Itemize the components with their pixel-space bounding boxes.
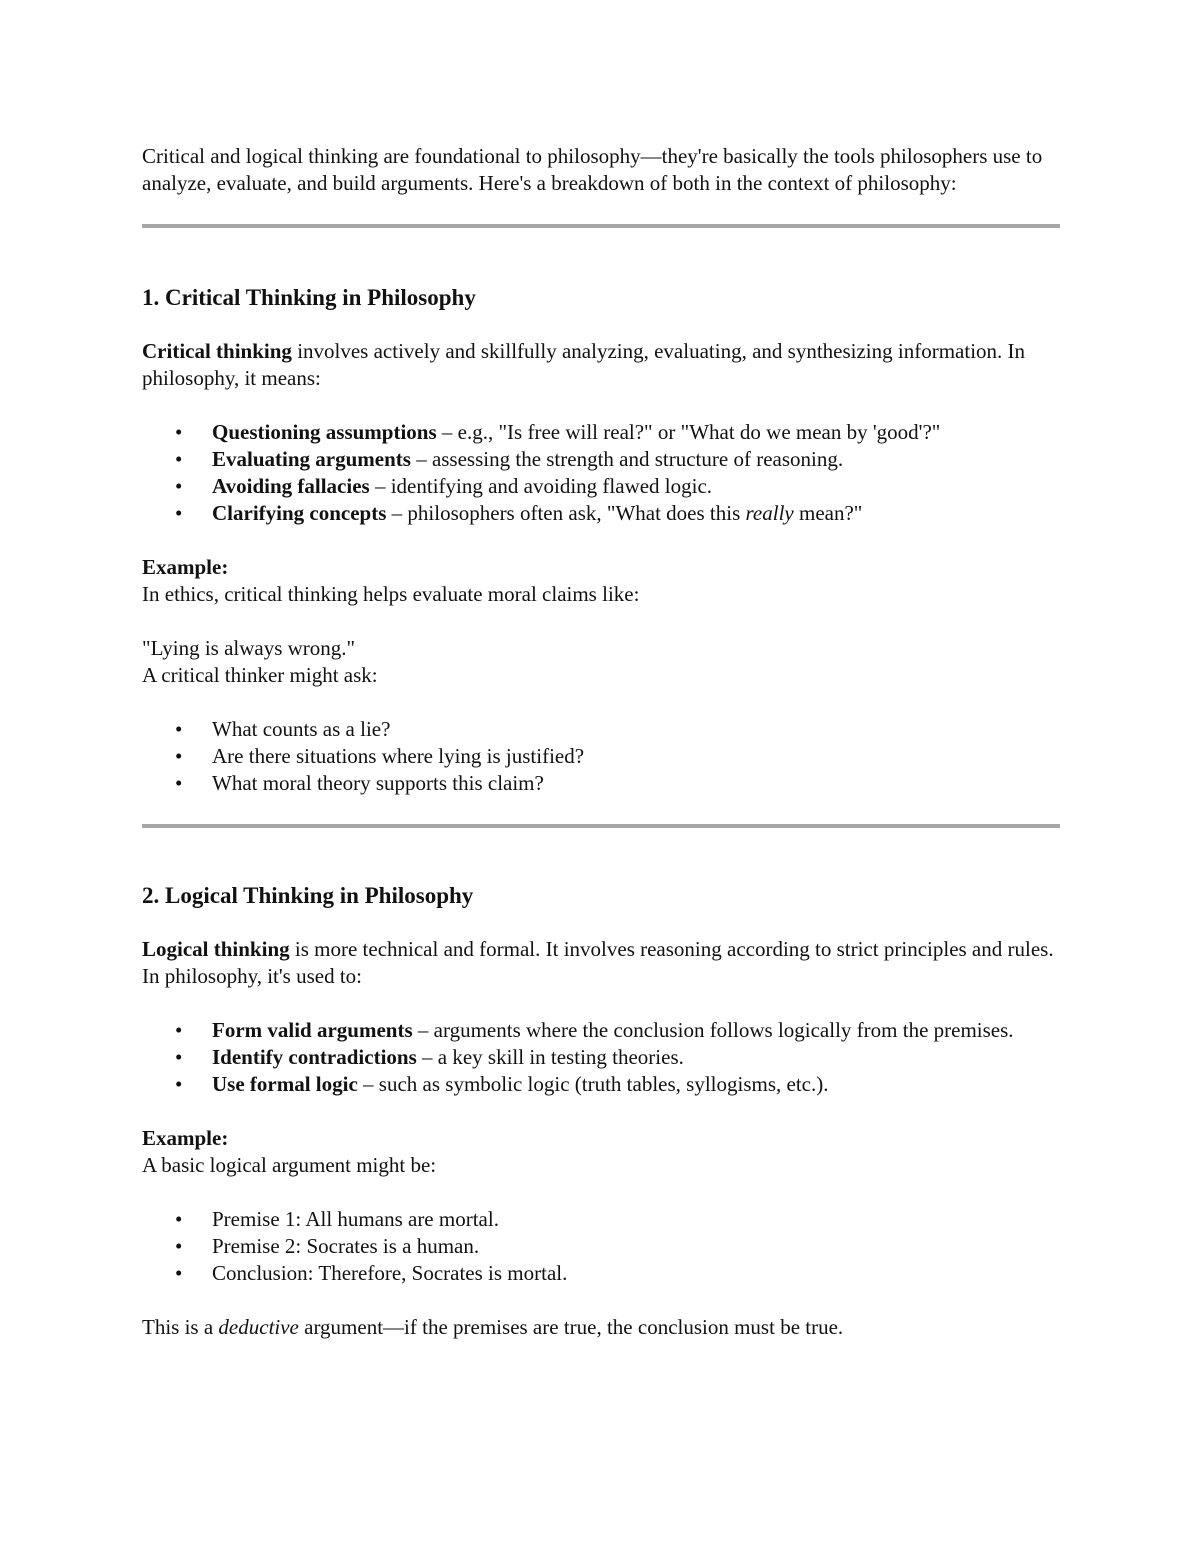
closing-text-end: argument—if the premises are true, the conclusion must be true. <box>298 1315 844 1339</box>
list-item-text: – assessing the strength and structure of reasoning. <box>410 447 844 471</box>
list-item <box>212 473 1060 500</box>
example-label-text: Example: <box>142 1126 229 1150</box>
list-item-text: – e.g., "Is free will real?" or "What do we mean by 'good'?" <box>436 420 941 444</box>
definition-term: Critical thinking <box>142 339 292 363</box>
list-item-text: – such as symbolic logic (truth tables, syllogisms, etc.). <box>357 1072 829 1096</box>
list-item-text: – philosophers often ask, "What does this <box>386 501 746 525</box>
example-intro: In ethics, critical thinking helps evaluate moral claims like: <box>142 582 640 606</box>
example-label <box>142 554 1060 581</box>
list-item: • What counts as a lie? <box>212 716 1060 743</box>
list-item-term: Avoiding fallacies <box>212 474 370 498</box>
list-item <box>212 1071 1060 1098</box>
list-item: • Premise 1: All humans are mortal. <box>212 1206 1060 1233</box>
list-item-text-end: mean?" <box>793 501 863 525</box>
definition-text: is more technical and formal. It involves reasoning according to strict principles and rules. In philosophy, it's used to: <box>142 937 1054 988</box>
list-item <box>212 1044 1060 1071</box>
critical-thinking-list <box>142 419 1060 527</box>
example-intro: A basic logical argument might be: <box>142 1153 437 1177</box>
definition-text: involves actively and skillfully analyzing, evaluating, and synthesizing information. In philosophy, it means: <box>142 339 1026 390</box>
example-quote: "Lying is always wrong." <box>142 636 356 660</box>
example-label <box>142 1125 1060 1152</box>
list-item-term: Evaluating arguments <box>212 447 411 471</box>
emphasis-text: deductive <box>218 1315 299 1339</box>
list-item: • Premise 2: Socrates is a human. <box>212 1233 1060 1260</box>
document-page <box>142 143 1060 1341</box>
definition-term: Logical thinking <box>142 937 290 961</box>
list-item-term: Clarifying concepts <box>212 501 387 525</box>
critical-questions-list <box>142 716 1060 797</box>
list-item: • Conclusion: Therefore, Socrates is mortal. <box>212 1260 1060 1287</box>
list-item <box>212 500 1060 527</box>
section-heading-logical-thinking: 2. Logical Thinking in Philosophy <box>142 883 474 908</box>
list-item: • What moral theory supports this claim? <box>212 770 1060 797</box>
list-item <box>212 1017 1060 1044</box>
list-item-term: Use formal logic <box>212 1072 358 1096</box>
list-item-text: – arguments where the conclusion follows logically from the premises. <box>412 1018 1014 1042</box>
section-divider <box>142 824 1060 828</box>
closing-text: This is a <box>142 1315 219 1339</box>
list-item-term: Identify contradictions <box>212 1045 417 1069</box>
example-label-text: Example: <box>142 555 229 579</box>
logical-thinking-definition <box>142 936 1060 990</box>
intro-paragraph: Critical and logical thinking are foundational to philosophy—they're basically the tools philosophers use to analyze, evaluate, and build arguments. Here's a breakdown of both in the context of philosophy: <box>142 144 1043 195</box>
list-item <box>212 419 1060 446</box>
closing-paragraph <box>142 1314 1060 1341</box>
list-item-text: – a key skill in testing theories. <box>416 1045 684 1069</box>
premises-list <box>142 1206 1060 1287</box>
list-item-term: Form valid arguments <box>212 1018 413 1042</box>
list-item-text: – identifying and avoiding flawed logic. <box>369 474 713 498</box>
list-item: • Are there situations where lying is justified? <box>212 743 1060 770</box>
section-divider <box>142 224 1060 228</box>
critical-thinking-definition <box>142 338 1060 392</box>
emphasis-text: really <box>745 501 794 525</box>
logical-thinking-list <box>142 1017 1060 1098</box>
section-heading-critical-thinking: 1. Critical Thinking in Philosophy <box>142 285 476 310</box>
example-ask: A critical thinker might ask: <box>142 663 378 687</box>
list-item <box>212 446 1060 473</box>
list-item-term: Questioning assumptions <box>212 420 437 444</box>
